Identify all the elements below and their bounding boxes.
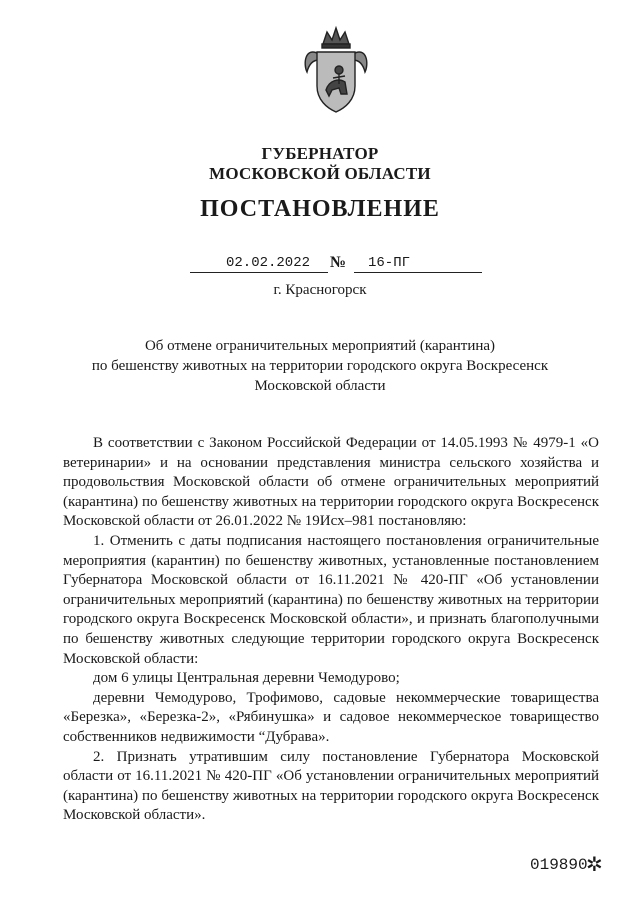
paragraph-item-2: 2. Признать утратившим силу постановление Губернатора Московской области от 16.11.2021 № 420-ПГ «Об установлении ограничительных мероприятий (карантина) по бешенству животных на территории городского округа Воскресенск Московской области». <box>63 748 599 824</box>
document-number: 16-ПГ <box>368 255 411 271</box>
number-sign: № <box>330 254 347 271</box>
body-text <box>63 434 599 826</box>
serial-number: 019890 <box>530 856 588 874</box>
asterisk-icon: ✲ <box>586 852 603 876</box>
moscow-oblast-coat-of-arms-icon <box>299 24 373 116</box>
date-number-line <box>190 255 490 277</box>
number-underline <box>354 272 482 273</box>
subject-line-1: Об отмене ограничительных мероприятий (карантина) <box>144 338 496 354</box>
city: г. Красногорск <box>273 282 367 298</box>
subject-block <box>0 336 640 396</box>
paragraph-item-1: 1. Отменить с даты подписания настоящего постановления ограничительные мероприятия (карантин) по бешенству животных, установленные постановлением Губернатора Московской области от 16.11.2021 № 420-ПГ «Об установлении ограничительных мероприятий (карантина) по бешенству животных на территории городского округа Воскресенск Московской области», и признать благополучными по бешенству животных следующие территории городского округа Воскресенск Московской области: <box>63 532 599 667</box>
issuer-line-2: МОСКОВСКОЙ ОБЛАСТИ <box>209 164 431 183</box>
paragraph-preamble: В соответствии с Законом Российской Федерации от 14.05.1993 № 4979-1 «О ветеринарии» и на основании представления министра сельского хозяйства и продовольствия Московской области об отмене ограничительных мероприятий (карантина) по бешенству животных на территории городского округа Воскресенск Московской области от 26.01.2022 № 19Исх–981 постановляю: <box>63 435 599 530</box>
paragraph-villages: деревни Чемодурово, Трофимово, садовые некоммерческие товарищества «Березка», «Березка-2», «Рябинушка» и садовое некоммерческое товарищество собственников недвижимости “Дубрава». <box>63 689 599 745</box>
subject-line-2: по бешенству животных на территории городского округа Воскресенск <box>91 358 549 374</box>
subject-line-3: Московской области <box>254 378 386 394</box>
document-title: ПОСТАНОВЛЕНИЕ <box>200 196 440 222</box>
date-underline <box>190 272 328 273</box>
paragraph-address: дом 6 улицы Центральная деревни Чемодурово; <box>93 670 400 687</box>
issuer-line-1: ГУБЕРНАТОР <box>261 144 379 163</box>
document-date: 02.02.2022 <box>226 255 311 271</box>
